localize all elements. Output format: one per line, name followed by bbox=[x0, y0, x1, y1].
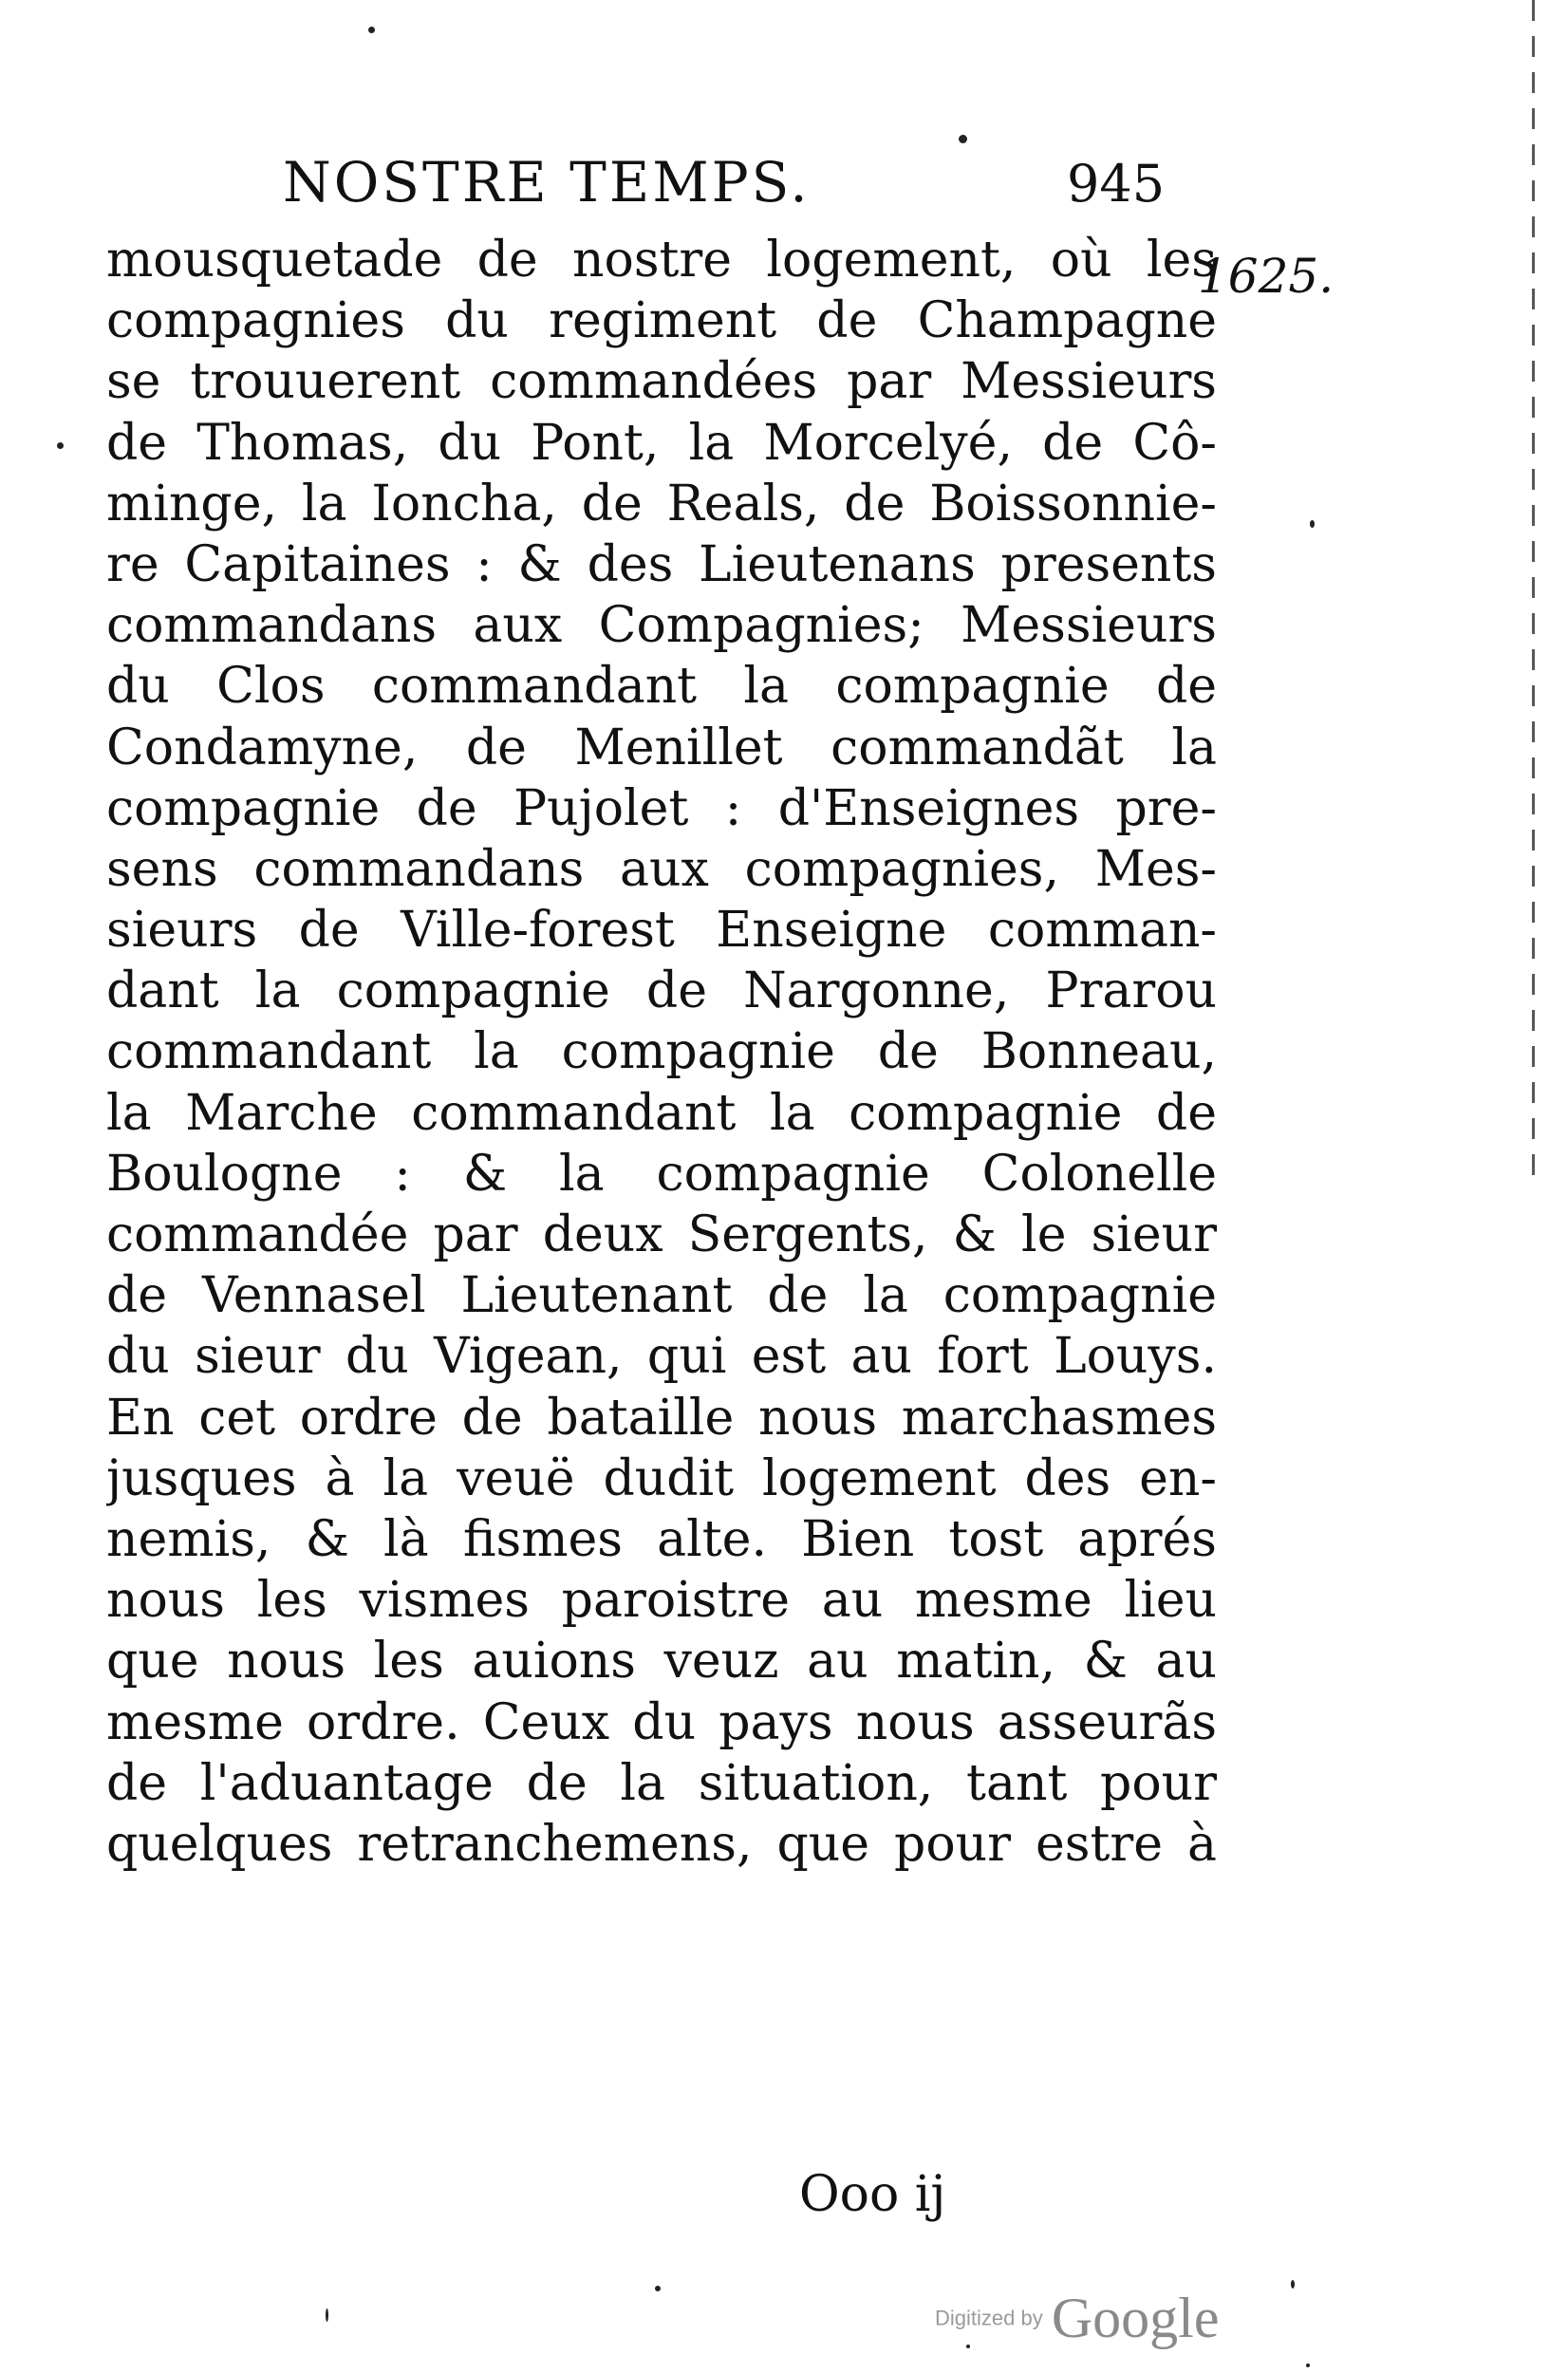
text-line: de l'aduantage de la situation, tant pour bbox=[106, 1754, 1217, 1812]
page-number: 945 bbox=[1067, 154, 1166, 214]
ink-speck bbox=[1306, 2364, 1310, 2367]
ink-speck bbox=[1291, 2280, 1295, 2289]
text-line: se trouuerent commandées par Messieurs bbox=[106, 353, 1217, 411]
text-line: que nous les auions veuz au matin, & au bbox=[106, 1633, 1217, 1691]
text-line: dant la compagnie de Nargonne, Prarou bbox=[106, 962, 1217, 1020]
text-line: nemis, & là fismes alte. Bien tost aprés bbox=[106, 1510, 1217, 1568]
ink-speck bbox=[1310, 520, 1315, 528]
google-logo: Google bbox=[1051, 2287, 1220, 2349]
page-header bbox=[0, 150, 1568, 216]
text-line: de Thomas, du Pont, la Morcelyé, de Cô- bbox=[106, 414, 1217, 472]
text-line: compagnie de Pujolet : d'Enseignes pre- bbox=[106, 779, 1217, 837]
text-line: Boulogne : & la compagnie Colonelle bbox=[106, 1145, 1217, 1203]
text-line: sieurs de Ville-forest Enseigne comman- bbox=[106, 902, 1217, 960]
margin-year-note: 1625. bbox=[1198, 249, 1335, 304]
text-line: minge, la Ioncha, de Reals, de Boissonnie- bbox=[106, 475, 1217, 533]
text-line: du sieur du Vigean, qui est au fort Louys. bbox=[106, 1328, 1217, 1386]
text-line: sens commandans aux compagnies, Mes- bbox=[106, 840, 1217, 898]
text-line: re Capitaines : & des Lieutenans presents bbox=[106, 535, 1217, 593]
ink-speck bbox=[966, 2345, 970, 2348]
text-line: nous les vismes paroistre au mesme lieu bbox=[106, 1572, 1217, 1630]
text-line: la Marche commandant la compagnie de bbox=[106, 1084, 1217, 1142]
signature-mark: Ooo ij bbox=[799, 2166, 946, 2223]
running-title: NOSTRE TEMPS. bbox=[283, 150, 811, 215]
text-line: de Vennasel Lieutenant de la compagnie bbox=[106, 1267, 1217, 1325]
ink-speck bbox=[368, 27, 375, 33]
text-line: commandée par deux Sergents, & le sieur bbox=[106, 1206, 1217, 1263]
ink-speck bbox=[959, 135, 967, 143]
text-line: Condamyne, de Menillet commandãt la bbox=[106, 719, 1217, 776]
text-line: compagnies du regiment de Champagne bbox=[106, 292, 1217, 350]
ink-speck bbox=[57, 442, 64, 449]
digitized-label: Digitized by bbox=[935, 2306, 1043, 2330]
text-line: En cet ordre de bataille nous marchasmes bbox=[106, 1389, 1217, 1447]
body-text bbox=[106, 230, 1217, 1875]
text-line: quelques retranchemens, que pour estre à bbox=[106, 1815, 1217, 1873]
ink-speck bbox=[326, 2308, 328, 2322]
text-line: jusques à la veuë dudit logement des en- bbox=[106, 1449, 1217, 1507]
text-line: mousquetade de nostre logement, où les bbox=[106, 232, 1217, 289]
ink-speck bbox=[655, 2286, 661, 2291]
text-line: mesme ordre. Ceux du pays nous asseurãs bbox=[106, 1693, 1217, 1751]
text-line: commandans aux Compagnies; Messieurs bbox=[106, 597, 1217, 655]
text-line: du Clos commandant la compagnie de bbox=[106, 658, 1217, 716]
digitized-by-google-watermark bbox=[935, 2286, 1219, 2351]
binding-edge-decoration bbox=[1532, 0, 1535, 1186]
text-line: commandant la compagnie de Bonneau, bbox=[106, 1023, 1217, 1081]
